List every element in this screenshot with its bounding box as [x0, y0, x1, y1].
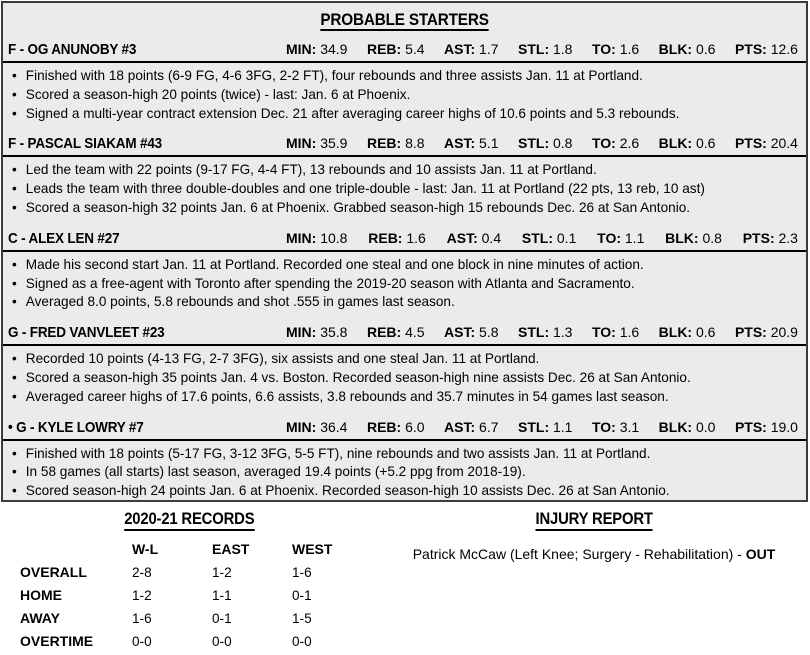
stat-label: PTS: [734, 324, 767, 341]
stat-label: PTS: [734, 41, 767, 57]
stat-label: REB: [366, 324, 402, 341]
player-stat-stl: STL: 1.3 [518, 324, 573, 341]
stat-label: TO: [591, 135, 616, 152]
player-stat-reb: REB: 1.6 [368, 229, 426, 246]
player-section [3, 134, 806, 217]
records-row-label: HOME [20, 587, 62, 603]
player-stat-to: TO: 1.1 [597, 229, 645, 246]
player-stat-ast: AST: 6.7 [444, 418, 499, 435]
player-stat-reb: REB: 6.0 [366, 418, 425, 435]
player-note: • Scored a season-high 20 points (twice) - last: Jan. 6 at Phoenix. [12, 86, 800, 105]
stat-label: TO: [591, 324, 616, 341]
players-list [3, 40, 806, 501]
player-header [3, 40, 806, 63]
player-note: • Recorded 10 points (4-13 FG, 2-7 3FG), six assists and one steal Jan. 11 at Portland. [12, 350, 800, 369]
probable-starters-panel [1, 1, 808, 502]
player-section [3, 323, 806, 406]
stat-label: STL: [518, 418, 550, 435]
player-name-text: C - ALEX LEN #27 [8, 229, 120, 247]
player-stat-pts: PTS: 12.6 [734, 41, 798, 57]
player-stats-row [286, 135, 798, 151]
player-stat-blk: BLK: 0.8 [665, 229, 722, 246]
records-column-header: W-L [132, 541, 159, 557]
player-name-text: • G - KYLE LOWRY #7 [8, 418, 144, 436]
injury-report-section [378, 508, 810, 653]
player-stat-stl: STL: 1.8 [518, 41, 573, 57]
records-value-cell: 1-5 [292, 611, 312, 626]
player-stat-reb: REB: 4.5 [366, 324, 425, 341]
player-notes [3, 350, 806, 406]
player-notes [3, 256, 806, 312]
records-value-cell: 0-0 [132, 634, 152, 649]
player-note: • Averaged 8.0 points, 5.8 rebounds and shot .555 in games last season. [12, 293, 800, 312]
injury-list [378, 546, 810, 562]
player-stat-ast: AST: 1.7 [444, 41, 499, 57]
stat-label: STL: [518, 41, 550, 57]
bottom-section [0, 508, 810, 653]
records-corner-cell [20, 538, 132, 561]
stat-label: PTS: [734, 418, 767, 435]
player-stat-stl: STL: 1.1 [518, 418, 573, 435]
player-note: • Scored a season-high 32 points Jan. 6 at Phoenix. Grabbed season-high 15 rebounds Dec. 26 at San Antonio. [12, 199, 800, 218]
stat-label: BLK: [658, 324, 693, 341]
stat-label: STL: [518, 324, 550, 341]
records-value-cell: 0-1 [212, 611, 232, 626]
stat-label: REB: [366, 418, 402, 435]
player-stats-row [286, 419, 798, 435]
stat-label: BLK: [658, 135, 693, 152]
stat-label: MIN: [286, 418, 317, 435]
stat-label: AST: [444, 135, 476, 152]
injury-status: OUT [745, 546, 776, 562]
player-stat-ast: AST: 5.8 [444, 324, 499, 341]
player-note: • Finished with 18 points (5-17 FG, 3-12 3FG, 5-5 FT), nine rebounds and two assists Jan. 11 at Portland. [12, 445, 800, 464]
player-note: • Finished with 18 points (6-9 FG, 4-6 3FG, 2-2 FT), four rebounds and three assists Jan. 11 at Portland. [12, 67, 800, 86]
player-stat-ast: AST: 5.1 [444, 135, 499, 152]
player-note: • Signed a multi-year contract extension Dec. 21 after averaging career highs of 10.6 points and 5.3 rebounds. [12, 105, 800, 124]
panel-title [3, 10, 806, 31]
stat-label: AST: [444, 41, 476, 57]
player-name [8, 135, 286, 153]
player-section [3, 418, 806, 501]
player-stat-ast: AST: 0.4 [446, 229, 502, 246]
stat-label: PTS: [734, 135, 767, 152]
records-column-header: WEST [292, 541, 333, 557]
stat-label: PTS: [742, 229, 775, 246]
player-stat-pts: PTS: 2.3 [742, 229, 798, 246]
player-stat-blk: BLK: 0.6 [658, 41, 716, 57]
stat-label: AST: [446, 229, 478, 246]
records-value-cell: 0-0 [212, 634, 232, 649]
records-title-text: 2020-21 RECORDS [124, 510, 254, 531]
stat-label: REB: [368, 229, 403, 246]
records-section [0, 508, 378, 653]
player-note: • In 58 games (all starts) last season, averaged 19.4 points (+5.2 ppg from 2018-19). [12, 463, 800, 482]
player-header [3, 229, 806, 252]
records-value-cell: 1-2 [132, 588, 152, 603]
stat-label: BLK: [658, 41, 693, 57]
player-stat-min: MIN: 35.9 [286, 135, 348, 152]
player-stat-reb: REB: 8.8 [366, 135, 425, 152]
player-name-text: F - OG ANUNOBY #3 [8, 41, 137, 58]
player-name [8, 230, 286, 248]
player-stat-blk: BLK: 0.6 [658, 135, 716, 152]
player-stat-stl: STL: 0.8 [518, 135, 573, 152]
player-name [8, 41, 286, 59]
player-section [3, 229, 806, 312]
stat-label: TO: [597, 229, 621, 246]
records-row-label: OVERALL [20, 564, 87, 580]
stat-label: BLK: [658, 418, 693, 435]
records-column-header: EAST [212, 541, 250, 557]
player-stat-to: TO: 2.6 [591, 135, 640, 152]
player-stat-to: TO: 3.1 [591, 418, 640, 435]
stat-label: REB: [366, 41, 402, 57]
stat-label: MIN: [286, 229, 317, 246]
player-stat-to: TO: 1.6 [591, 41, 640, 57]
player-name-text: G - FRED VANVLEET #23 [8, 324, 165, 342]
stat-label: STL: [518, 135, 550, 152]
player-note: • Led the team with 22 points (9-17 FG, 4-4 FT), 13 rebounds and 10 assists Jan. 11 at Portland. [12, 161, 800, 180]
player-notes [3, 161, 806, 217]
stat-label: AST: [444, 324, 476, 341]
player-stat-min: MIN: 10.8 [286, 229, 348, 246]
stat-label: AST: [444, 418, 476, 435]
player-stat-stl: STL: 0.1 [521, 229, 577, 246]
records-value-cell: 1-6 [132, 611, 152, 626]
player-stat-pts: PTS: 20.4 [734, 135, 798, 152]
records-value-cell: 1-1 [212, 588, 232, 603]
player-note: • Scored a season-high 35 points Jan. 4 vs. Boston. Recorded season-high nine assists Dec. 26 at San Antonio. [12, 369, 800, 388]
stat-label: TO: [591, 418, 616, 435]
stat-label: MIN: [286, 41, 317, 57]
player-stat-min: MIN: 35.8 [286, 324, 348, 341]
records-table [0, 538, 378, 653]
records-value-cell: 0-0 [292, 634, 312, 649]
player-stat-pts: PTS: 20.9 [734, 324, 798, 341]
stat-label: REB: [366, 135, 402, 152]
player-stat-to: TO: 1.6 [591, 324, 640, 341]
stat-label: BLK: [665, 229, 699, 246]
player-name-text: F - PASCAL SIAKAM #43 [8, 135, 162, 153]
injury-report-title-text: INJURY REPORT [535, 510, 652, 531]
player-stat-pts: PTS: 19.0 [734, 418, 798, 435]
player-stats-row [286, 324, 798, 340]
stat-label: MIN: [286, 324, 317, 341]
player-stat-blk: BLK: 0.6 [658, 324, 716, 341]
player-note: • Averaged career highs of 17.6 points, 6.6 assists, 3.8 rebounds and 35.7 minutes in 54 games last season. [12, 388, 800, 407]
player-notes [3, 445, 806, 501]
player-note: • Leads the team with three double-doubles and one triple-double - last: Jan. 11 at Portland (22 pts, 13 reb, 10 ast) [12, 180, 800, 199]
player-stat-min: MIN: 34.9 [286, 41, 348, 57]
player-stat-blk: BLK: 0.0 [658, 418, 716, 435]
panel-title-text: PROBABLE STARTERS [320, 10, 489, 29]
stat-label: MIN: [286, 135, 317, 152]
player-stat-min: MIN: 36.4 [286, 418, 348, 435]
injury-entry: Patrick McCaw (Left Knee; Surgery - Rehabilitation) - OUT [412, 546, 776, 562]
player-header [3, 418, 806, 441]
player-header [3, 323, 806, 346]
records-value-cell: 1-6 [292, 565, 312, 580]
player-stat-reb: REB: 5.4 [366, 41, 425, 57]
player-note: • Signed as a free-agent with Toronto after spending the 2019-20 season with Atlanta and Sacramento. [12, 275, 800, 294]
injury-report-title [378, 510, 810, 531]
player-header [3, 134, 806, 157]
records-row-label: AWAY [20, 610, 60, 626]
player-stats-row [286, 41, 798, 57]
records-value-cell: 0-1 [292, 588, 312, 603]
player-note: • Made his second start Jan. 11 at Portland. Recorded one steal and one block in nine minutes of action. [12, 256, 800, 275]
player-stats-row [286, 230, 798, 246]
records-title [0, 510, 378, 531]
records-value-cell: 1-2 [212, 565, 232, 580]
player-name [8, 324, 286, 342]
records-value-cell: 2-8 [132, 565, 152, 580]
player-note: • Scored season-high 24 points Jan. 6 at Phoenix. Recorded season-high 10 assists Dec. 26 at San Antonio. [12, 482, 800, 501]
stat-label: STL: [521, 229, 553, 246]
stat-label: TO: [591, 41, 616, 57]
records-row-label: OVERTIME [20, 633, 94, 649]
player-name [8, 419, 286, 437]
player-notes [3, 67, 806, 123]
player-section [3, 40, 806, 123]
